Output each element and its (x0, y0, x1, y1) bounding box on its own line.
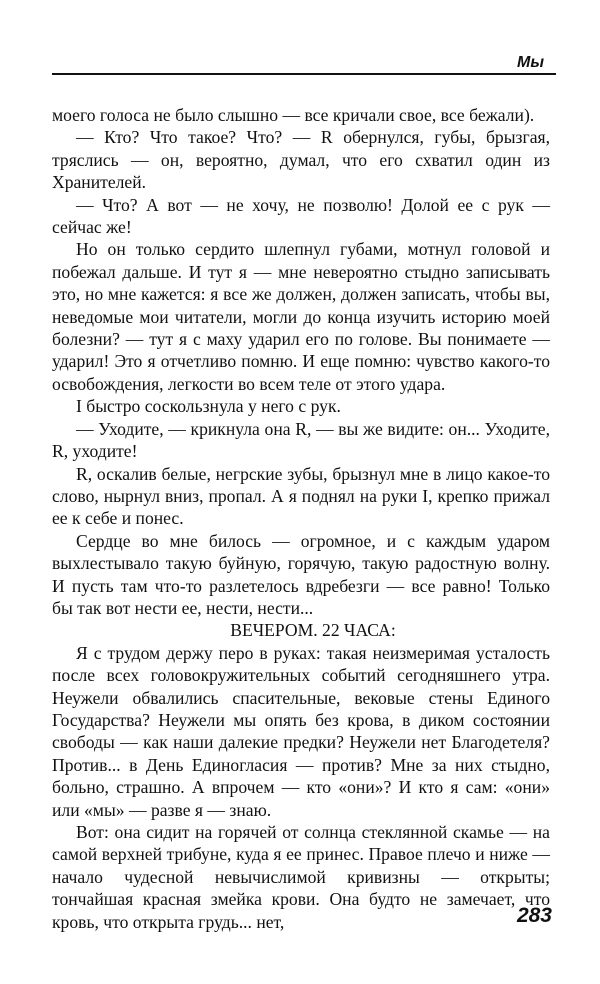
paragraph: — Кто? Что такое? Что? — R обернулся, губы, брызгая, тряслись — он, вероятно, думал, что его схватил один из Хранителей. (52, 127, 550, 193)
paragraph: — Что? А вот — не хочу, не позволю! Долой ее с рук — сейчас же! (52, 194, 550, 238)
paragraph: — Уходите, — крикнула она R, — вы же видите: он... Уходите, R, уходите! (52, 418, 550, 462)
header-rule (52, 73, 556, 75)
page-number: 283 (516, 904, 552, 927)
paragraph: Сердце во мне билось — огромное, и с каждым ударом выхлестывало такую буйную, горячую, такую радостную волну. И пусть там что-то разлетелось вдребезги — все равно! Только бы так вот нести ее, нести, нести... (52, 530, 550, 618)
section-heading: ВЕЧЕРОМ. 22 ЧАСА: (230, 620, 396, 641)
page-body (52, 104, 550, 933)
paragraph: моего голоса не было слышно — все кричали свое, все бежали). (52, 105, 535, 125)
paragraph: I быстро соскользнула у него с рук. (76, 396, 341, 417)
paragraph: Вот: она сидит на горячей от солнца стеклянной скамье — на самой верхней трибуне, куда я ее принес. Правое плечо и ниже — начало чудесной невычислимой кривизны — открыты; тончайшая красная змейка крови. Она будто не замечает, что кровь, что открыта грудь... нет, (52, 822, 550, 932)
paragraph: Я с трудом держу перо в руках: такая неизмеримая усталость после всех головокружительных событий сегодняшнего утра. Неужели обвалились спасительные, вековые стены Единого Государства? Неужели мы опять без крова, в диком состоянии свободы — как наши далекие предки? Неужели нет Благодетеля? Против... в День Единогласия — против? Мне за них стыдно, больно, страшно. А впрочем — кто «они»? И кто я сам: «они» или «мы» — разве я — знаю. (52, 642, 550, 820)
paragraph: Но он только сердито шлепнул губами, мотнул головой и побежал дальше. И тут я — мне невероятно стыдно записывать это, но мне кажется: я все же должен, должен записать, чтобы вы, неведомые мои читатели, могли до конца изучить историю моей болезни? — тут я с маху ударил его по голове. Вы понимаете — ударил! Это я отчетливо помню. И еще помню: чувство какого-то освобождения, легкости во всем теле от этого удара. (52, 239, 550, 394)
running-title: Мы (517, 54, 544, 71)
paragraph: R, оскалив белые, негрские зубы, брызнул мне в лицо какое-то слово, нырнул вниз, пропал. А я поднял на руки I, крепко прижал ее к себе и понес. (52, 463, 550, 529)
